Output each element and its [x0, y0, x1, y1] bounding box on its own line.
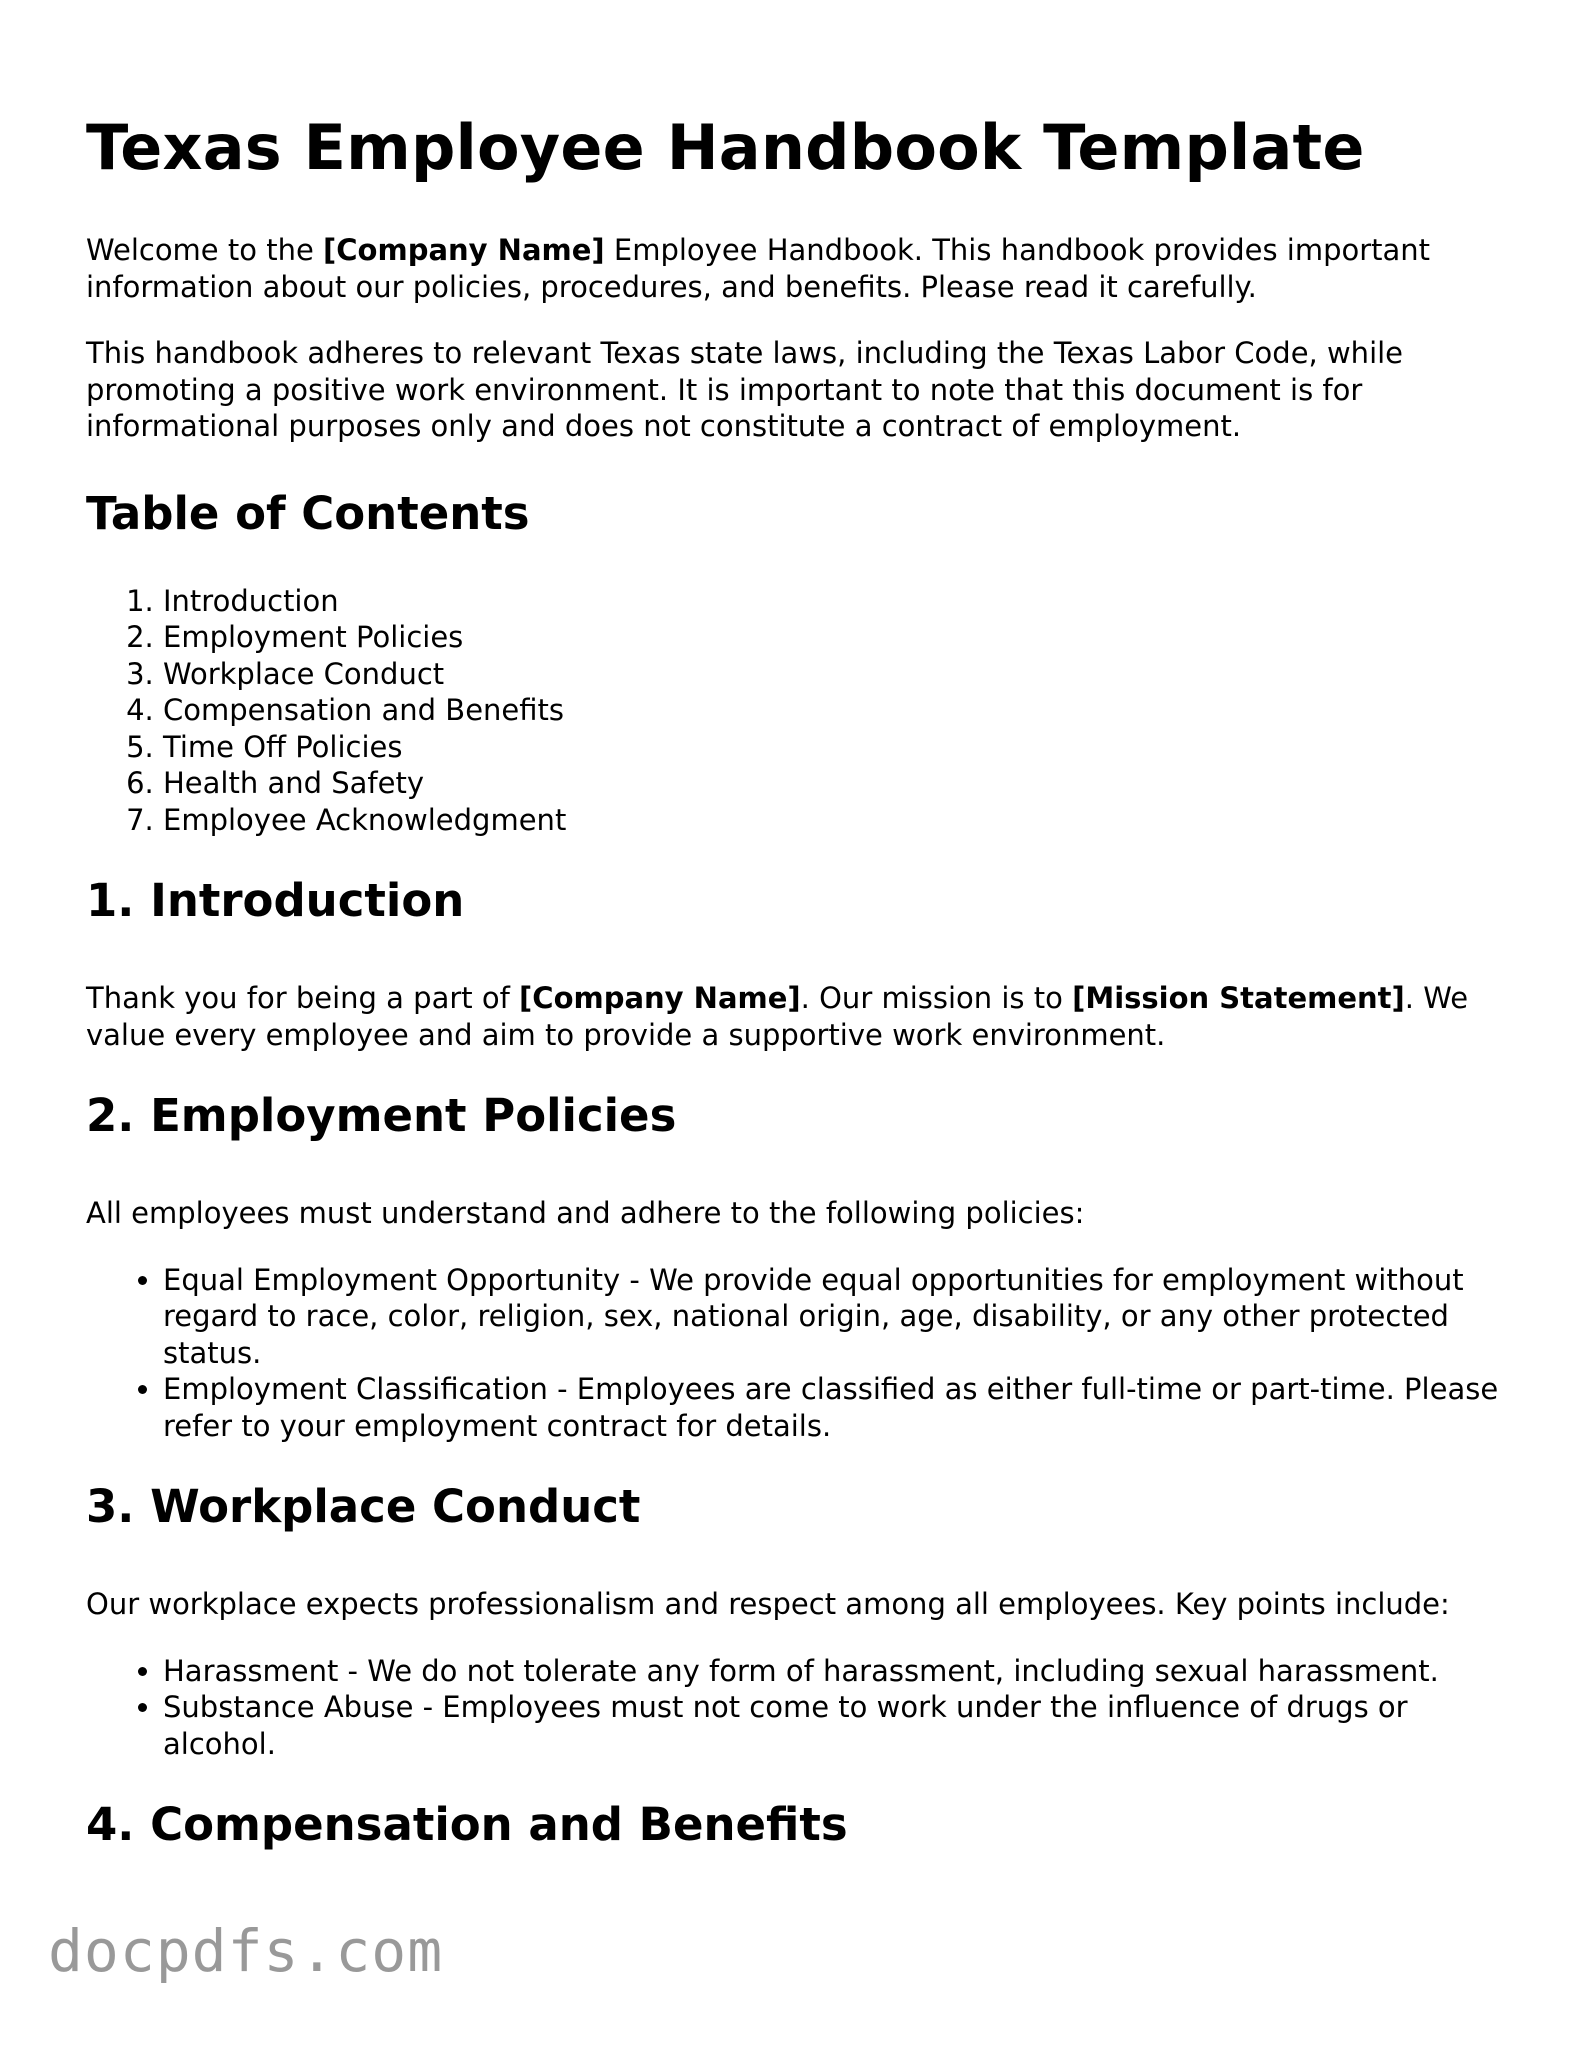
legal-notice-paragraph: This handbook adheres to relevant Texas state laws, including the Texas Labor Code, while promoting a positive work environment. It is important to note that this document is for informational purposes only and does not constitute a contract of employment. — [86, 336, 1404, 443]
compensation-heading: 4. Compensation and Benefits — [86, 1798, 848, 1851]
toc-item: 3. Workplace Conduct — [163, 656, 1506, 693]
intro-text-end: . We value every employee and aim to provide a supportive work environment. — [86, 981, 1469, 1052]
toc-item: 2. Employment Policies — [163, 619, 1506, 656]
intro-text-middle: . Our mission is to — [800, 981, 1073, 1015]
workplace-conduct-lead: Our workplace expects professionalism and respect among all employees. Key points include: — [86, 1587, 1450, 1621]
toc-item: 7. Employee Acknowledgment — [163, 802, 1506, 839]
workplace-conduct-list — [86, 1653, 1506, 1763]
mission-statement-placeholder: [Mission Statement] — [1072, 981, 1405, 1015]
toc-item: 1. Introduction — [163, 583, 1506, 620]
toc-heading: Table of Contents — [86, 486, 530, 540]
toc-item: 4. Compensation and Benefits — [163, 692, 1506, 729]
welcome-paragraph — [86, 232, 1506, 305]
policy-item: • Equal Employment Opportunity - We provide equal opportunities for employment without regard to race, color, religion, sex, national origin, age, disability, or any other protected status. — [163, 1262, 1506, 1372]
document-page — [86, 0, 1506, 1854]
policy-item: • Employment Classification - Employees are classified as either full-time or part-time. Please refer to your employment contract for details. — [163, 1371, 1506, 1444]
page-title: Texas Employee Handbook Template — [86, 111, 1365, 184]
intro-text-start: Thank you for being a part of — [86, 981, 520, 1015]
employment-policies-heading: 2. Employment Policies — [86, 1089, 677, 1142]
conduct-item: • Harassment - We do not tolerate any form of harassment, including sexual harassment. — [163, 1653, 1506, 1690]
toc-item: 5. Time Off Policies — [163, 729, 1506, 766]
workplace-conduct-heading: 3. Workplace Conduct — [86, 1480, 641, 1533]
company-name-placeholder: [Company Name] — [519, 981, 801, 1015]
employment-policies-list — [86, 1262, 1506, 1445]
toc-list — [86, 583, 1506, 839]
introduction-paragraph — [86, 980, 1506, 1053]
company-name-placeholder: [Company Name] — [323, 233, 605, 267]
introduction-heading: 1. Introduction — [86, 874, 465, 927]
watermark: docpdfs.com — [48, 1917, 444, 1985]
welcome-text-end: Employee Handbook. This handbook provides important information about our policies, procedures, and benefits. Please read it carefully. — [86, 233, 1431, 304]
conduct-item: • Substance Abuse - Employees must not come to work under the influence of drugs or alcohol. — [163, 1689, 1506, 1762]
welcome-text-start: Welcome to the — [86, 233, 324, 267]
toc-item: 6. Health and Safety — [163, 765, 1506, 802]
employment-policies-lead: All employees must understand and adhere to the following policies: — [86, 1196, 1085, 1230]
